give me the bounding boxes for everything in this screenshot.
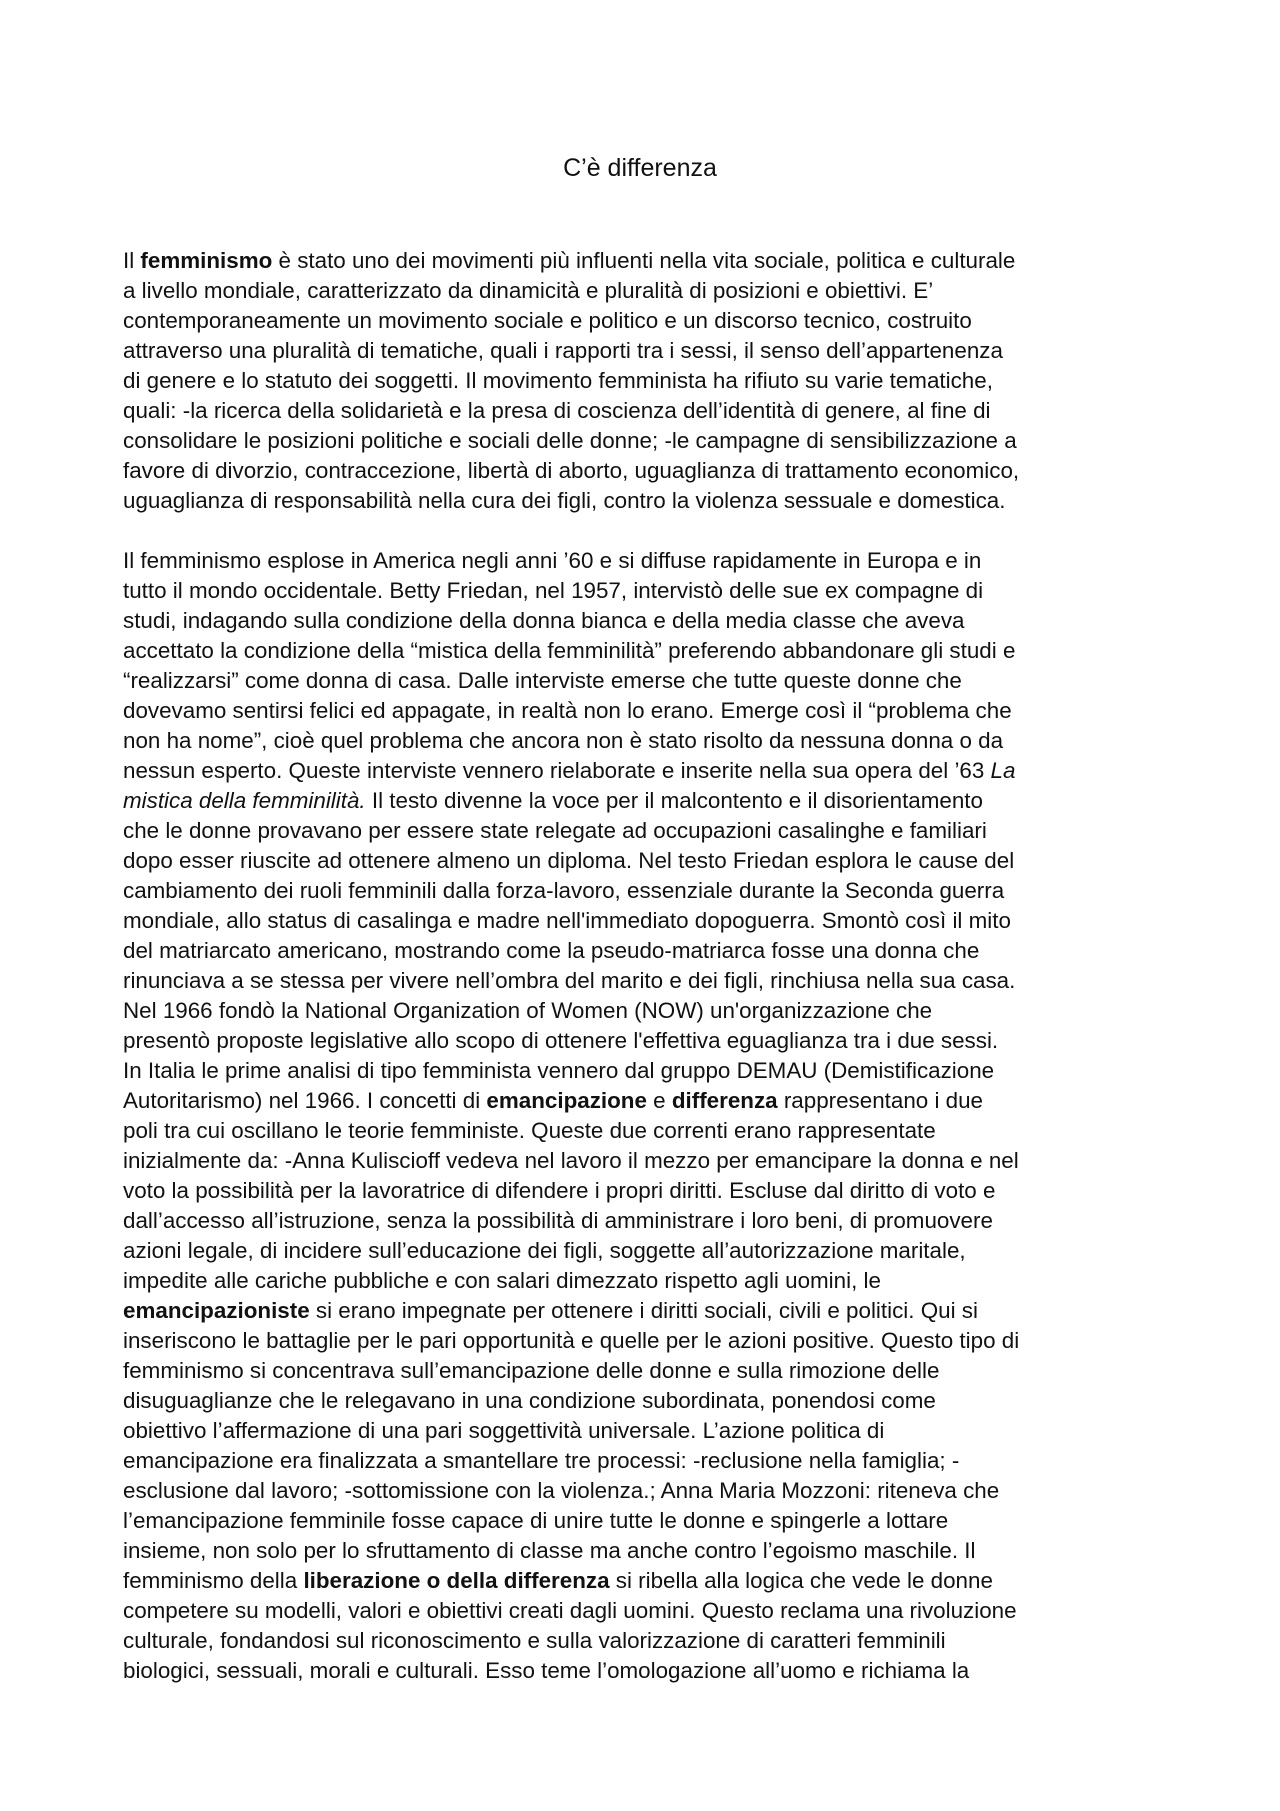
text-line: dall’accesso all’istruzione, senza la possibilità di amministrare i loro beni, di promuovere <box>123 1208 993 1233</box>
text-line: non ha nome”, cioè quel problema che ancora non è stato risolto da nessuna donna o da <box>123 728 1004 753</box>
text-line: a livello mondiale, caratterizzato da dinamicità e pluralità di posizioni e obiettivi. E’ <box>123 278 934 303</box>
text-line: dopo esser riuscite ad ottenere almeno un diploma. Nel testo Friedan esplora le cause del <box>123 848 1015 873</box>
text-run: rappresentano i due <box>777 1088 984 1113</box>
bold-term: liberazione o della differenza <box>303 1568 610 1593</box>
text-line: culturale, fondandosi sul riconoscimento e sulla valorizzazione di caratteri femminili <box>123 1628 946 1653</box>
text-line <box>123 786 1181 816</box>
text-line: studi, indagando sulla condizione della donna bianca e della media classe che aveva <box>123 608 965 633</box>
bold-term: differenza <box>671 1088 778 1113</box>
text-line: biologici, sessuali, morali e culturali. Esso teme l’omologazione all’uomo e richiama la <box>123 1658 970 1683</box>
text-line: l’emancipazione femminile fosse capace di unire tutte le donne e spingerle a lottare <box>123 1508 949 1533</box>
bold-term: emancipazioniste <box>123 1298 310 1323</box>
text-run: si ribella alla logica che vede le donne <box>609 1568 993 1593</box>
text-line: uguaglianza di responsabilità nella cura dei figli, contro la violenza sessuale e domestica. <box>123 488 1006 513</box>
text-line: contemporaneamente un movimento sociale e politico e un discorso tecnico, costruito <box>123 308 972 333</box>
text-line: insieme, non solo per lo sfruttamento di classe ma anche contro l’egoismo maschile. Il <box>123 1538 976 1563</box>
page-title: C’è differenza <box>563 154 717 182</box>
text-run: si erano impegnate per ottenere i diritti sociali, civili e politici. Qui si <box>309 1298 978 1323</box>
text-line: attraverso una pluralità di tematiche, quali i rapporti tra i sessi, il senso dell’appartenenza <box>123 338 1003 363</box>
text-line: rinunciava a se stessa per vivere nell’ombra del marito e dei figli, rinchiusa nella sua casa. <box>123 968 1016 993</box>
text-line: competere su modelli, valori e obiettivi creati dagli uomini. Questo reclama una rivoluzione <box>123 1598 1017 1623</box>
text-run: femminismo della <box>123 1568 304 1593</box>
text-line: azioni legale, di incidere sull’educazione dei figli, soggette all’autorizzazione maritale, <box>123 1238 966 1263</box>
text-run: Il <box>123 248 141 273</box>
italic-title: La <box>990 758 1016 783</box>
text-line: favore di divorzio, contraccezione, libertà di aborto, uguaglianza di trattamento economico, <box>123 458 1020 483</box>
text-line: quali: -la ricerca della solidarietà e la presa di coscienza dell’identità di genere, al fine di <box>123 398 991 423</box>
text-line: dovevamo sentirsi felici ed appagate, in realtà non lo erano. Emerge così il “problema che <box>123 698 1012 723</box>
text-line: poli tra cui oscillano le teorie femministe. Queste due correnti erano rappresentate <box>123 1118 936 1143</box>
bold-term: femminismo <box>140 248 273 273</box>
text-line: consolidare le posizioni politiche e sociali delle donne; -le campagne di sensibilizzazione a <box>123 428 1017 453</box>
text-line: di genere e lo statuto dei soggetti. Il movimento femminista ha rifiuto su varie tematiche, <box>123 368 993 393</box>
text-line: impedite alle cariche pubbliche e con salari dimezzato rispetto agli uomini, le <box>123 1268 881 1293</box>
text-run: e <box>646 1088 672 1113</box>
text-line: inseriscono le battaglie per le pari opportunità e quelle per le azioni positive. Questo tipo di <box>123 1328 1020 1353</box>
text-line: del matriarcato americano, mostrando come la pseudo-matriarca fosse una donna che <box>123 938 980 963</box>
italic-title: mistica della femminilità. <box>123 788 366 813</box>
text-run: Autoritarismo) nel 1966. I concetti di <box>123 1088 487 1113</box>
text-line: tutto il mondo occidentale. Betty Friedan, nel 1957, intervistò delle sue ex compagne di <box>123 578 984 603</box>
text-line: voto la possibilità per la lavoratrice di difendere i propri diritti. Escluse dal diritto di voto e <box>123 1178 996 1203</box>
text-run: è stato uno dei movimenti più influenti nella vita sociale, politica e culturale <box>272 248 1016 273</box>
text-line: obiettivo l’affermazione di una pari soggettività universale. L’azione politica di <box>123 1418 885 1443</box>
text-line: “realizzarsi” come donna di casa. Dalle interviste emerse che tutte queste donne che <box>123 668 962 693</box>
text-line: presentò proposte legislative allo scopo di ottenere l'effettiva eguaglianza tra i due sessi. <box>123 1028 999 1053</box>
text-line <box>123 1566 1181 1596</box>
text-line: femminismo si concentrava sull’emancipazione delle donne e sulla rimozione delle <box>123 1358 940 1383</box>
text-line: che le donne provavano per essere state relegate ad occupazioni casalinghe e familiari <box>123 818 987 843</box>
text-line <box>123 1296 1181 1326</box>
text-line: In Italia le prime analisi di tipo femminista vennero dal gruppo DEMAU (Demistificazione <box>123 1058 995 1083</box>
text-line: disuguaglianze che le relegavano in una condizione subordinata, ponendosi come <box>123 1388 936 1413</box>
document-body <box>123 246 1181 1686</box>
text-line: inizialmente da: -Anna Kuliscioff vedeva nel lavoro il mezzo per emancipare la donna e nel <box>123 1148 1019 1173</box>
bold-term: emancipazione <box>486 1088 647 1113</box>
paragraph-2 <box>123 546 1181 1686</box>
text-line: mondiale, allo status di casalinga e madre nell'immediato dopoguerra. Smontò così il mito <box>123 908 1011 933</box>
text-run: nessun esperto. Queste interviste vennero rielaborate e inserite nella sua opera del ’63 <box>123 758 991 783</box>
text-line: Nel 1966 fondò la National Organization of Women (NOW) un'organizzazione che <box>123 998 933 1023</box>
text-line: esclusione dal lavoro; -sottomissione con la violenza.; Anna Maria Mozzoni: riteneva che <box>123 1478 1000 1503</box>
text-run: Il testo divenne la voce per il malcontento e il disorientamento <box>365 788 983 813</box>
text-line <box>123 1086 1181 1116</box>
paragraph-1 <box>123 246 1181 516</box>
text-line: Il femminismo esplose in America negli anni ’60 e si diffuse rapidamente in Europa e in <box>123 548 982 573</box>
text-line <box>123 246 1181 276</box>
text-line: cambiamento dei ruoli femminili dalla forza-lavoro, essenziale durante la Seconda guerra <box>123 878 1005 903</box>
text-line: accettato la condizione della “mistica della femminilità” preferendo abbandonare gli studi e <box>123 638 1016 663</box>
text-line: emancipazione era finalizzata a smantellare tre processi: -reclusione nella famiglia; - <box>123 1448 960 1473</box>
text-line <box>123 756 1181 786</box>
